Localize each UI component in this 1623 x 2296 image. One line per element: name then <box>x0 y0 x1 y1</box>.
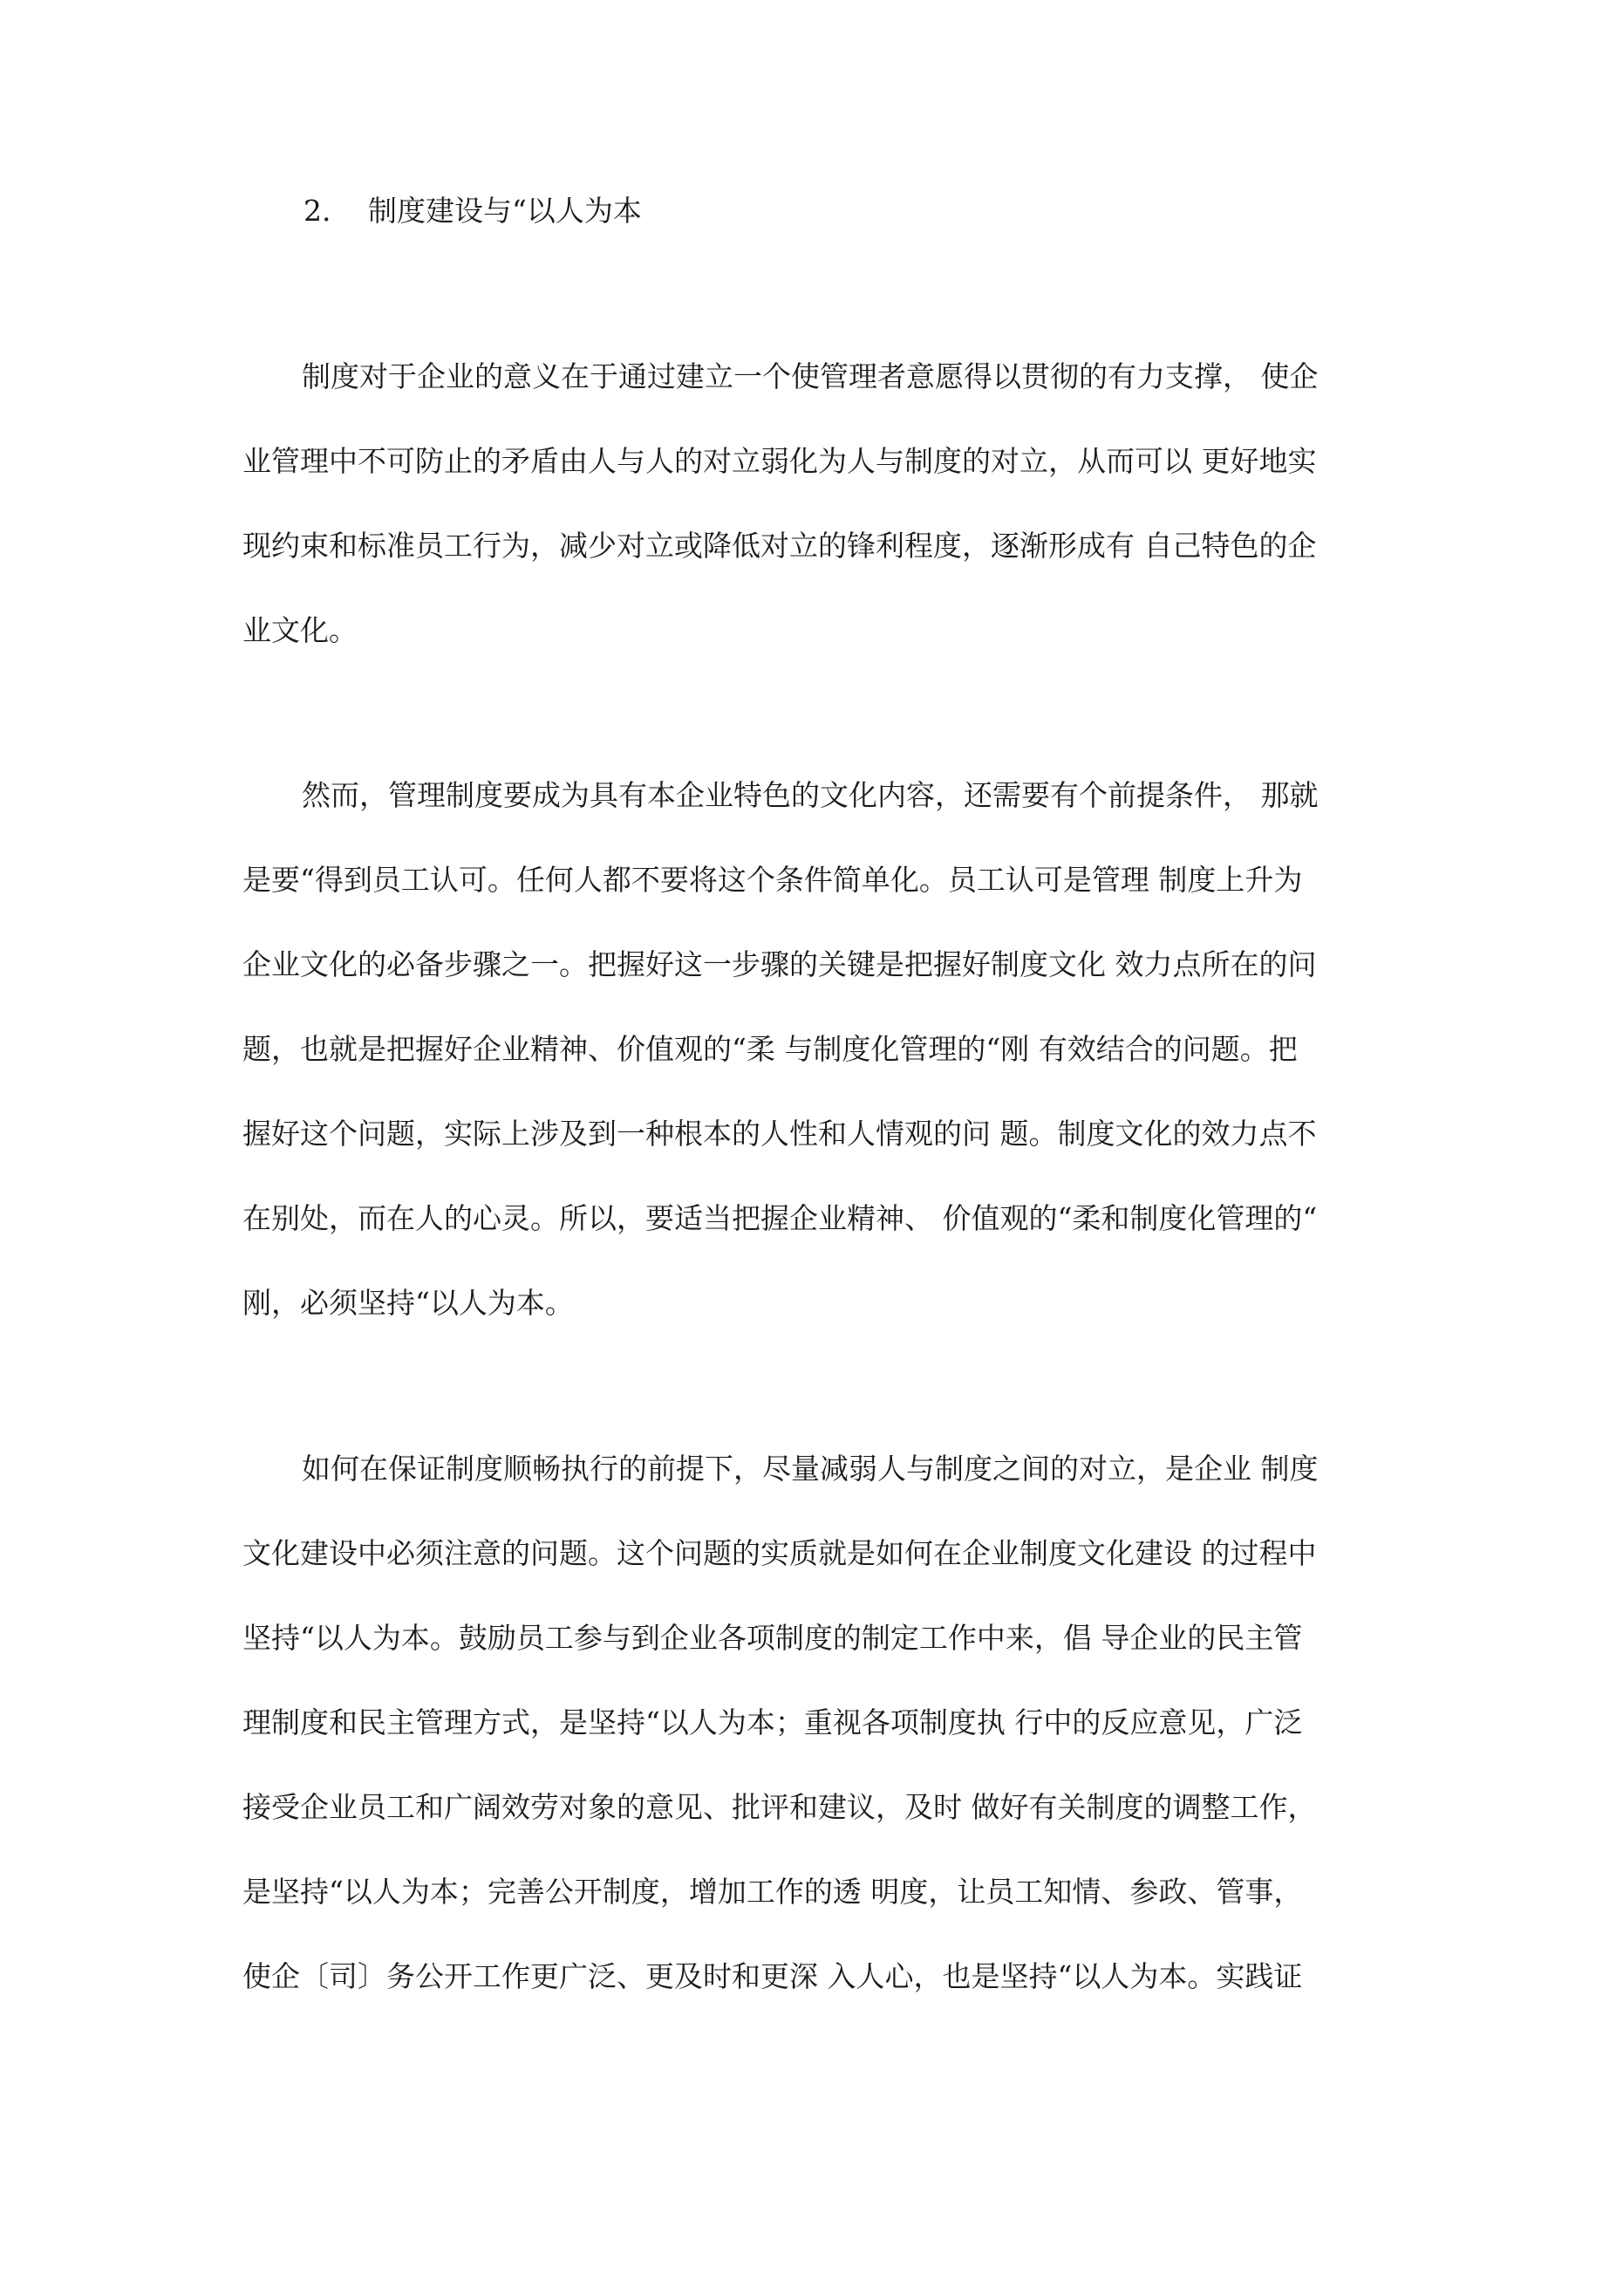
paragraph-line: 业文化。 <box>242 613 358 647</box>
section-number: 2. <box>303 194 331 228</box>
paragraph-line: 题，也就是把握好企业精神、价值观的“柔 与制度化管理的“刚 有效结合的问题。把 <box>242 1032 1298 1066</box>
paragraph-line: 企业文化的必备步骤之一。把握好这一步骤的关键是把握好制度文化 效力点所在的问 <box>242 947 1317 981</box>
paragraph-3 <box>242 1448 1394 2040</box>
paragraph-line: 刚，必须坚持“以人为本。 <box>242 1286 574 1320</box>
paragraph-line: 现约束和标准员工行为，减少对立或降低对立的锋利程度，逐渐形成有 自己特色的企 <box>242 529 1317 563</box>
paragraph-line: 文化建设中必须注意的问题。这个问题的实质就是如何在企业制度文化建设 的过程中 <box>242 1536 1317 1570</box>
section-title: 制度建设与“以人为本 <box>368 194 642 228</box>
section-heading <box>303 190 642 232</box>
paragraph-2 <box>242 775 1394 1367</box>
paragraph-line: 坚持“以人为本。鼓励员工参与到企业各项制度的制定工作中来，倡 导企业的民主管 <box>242 1621 1303 1655</box>
paragraph-line: 在别处，而在人的心灵。所以，要适当把握企业精神、 价值观的“柔和制度化管理的“ <box>242 1201 1318 1235</box>
paragraph-line: 握好这个问题，实际上涉及到一种根本的人性和人情观的问 题。制度文化的效力点不 <box>242 1117 1317 1151</box>
paragraph-line: 然而，管理制度要成为具有本企业特色的文化内容，还需要有个前提条件， 那就 <box>302 778 1319 812</box>
paragraph-1 <box>242 356 1394 694</box>
paragraph-line: 制度对于企业的意义在于通过建立一个使管理者意愿得以贯彻的有力支撑， 使企 <box>302 359 1319 393</box>
paragraph-line: 业管理中不可防止的矛盾由人与人的对立弱化为人与制度的对立，从而可以 更好地实 <box>242 444 1317 478</box>
paragraph-line: 如何在保证制度顺畅执行的前提下，尽量减弱人与制度之间的对立，是企业 制度 <box>302 1452 1319 1486</box>
paragraph-line: 是要“得到员工认可。任何人都不要将这个条件简单化。员工认可是管理 制度上升为 <box>242 863 1303 897</box>
paragraph-line: 是坚持“以人为本；完善公开制度，增加工作的透 明度，让员工知情、参政、管事， <box>242 1875 1303 1909</box>
paragraph-line: 理制度和民主管理方式，是坚持“以人为本；重视各项制度执 行中的反应意见，广泛 <box>242 1705 1303 1739</box>
paragraph-line: 使企〔司〕务公开工作更广泛、更及时和更深 入人心，也是坚持“以人为本。实践证 <box>242 1959 1303 1993</box>
paragraph-line: 接受企业员工和广阔效劳对象的意见、批评和建议，及时 做好有关制度的调整工作， <box>242 1790 1317 1824</box>
